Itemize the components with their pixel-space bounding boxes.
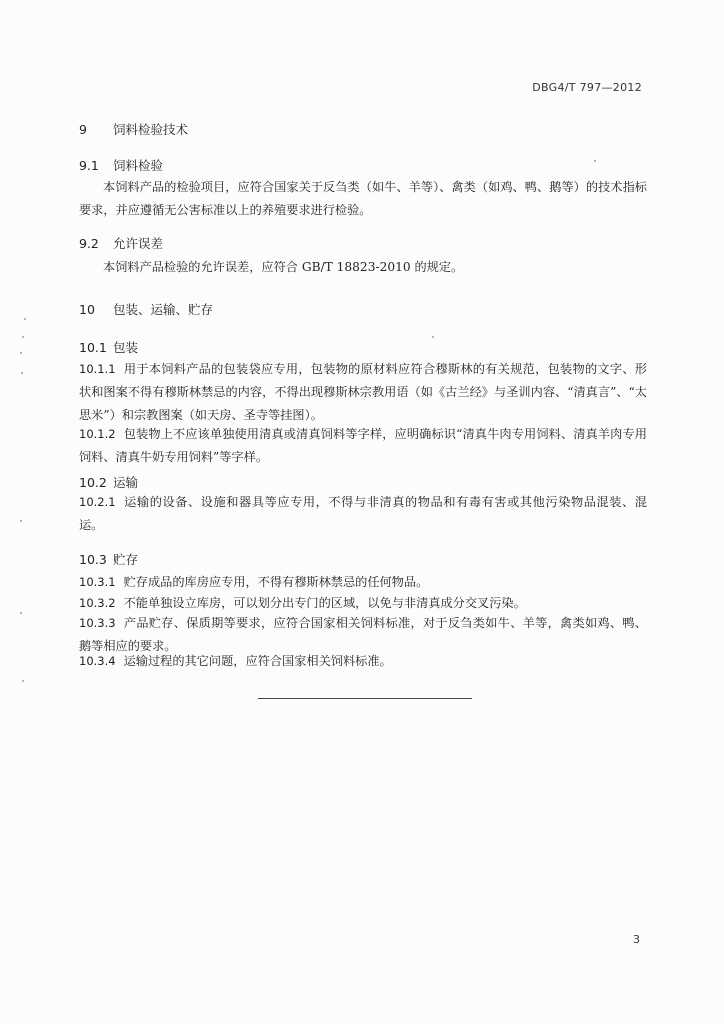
clause-number: 10.1.1 bbox=[79, 362, 116, 376]
section-number: 9 bbox=[79, 122, 87, 137]
scan-speck bbox=[432, 336, 434, 338]
section-9-1-heading bbox=[79, 156, 163, 174]
clause-text: 产品贮存、保质期等要求，应符合国家相关饲料标准，对于反刍类如牛、羊等，禽类如鸡、鸭、鹅等相应的要求。 bbox=[79, 616, 647, 653]
section-number: 10.2 bbox=[79, 475, 107, 490]
clause-text: 用于本饲料产品的包装袋应专用，包装物的原材料应符合穆斯林的有关规范，包装物的文字、形状和图案不得有穆斯林禁忌的内容，不得出现穆斯林宗教用语（如《古兰经》与圣训内容、“清真言”、“太思米”）和宗教图案（如天房、圣寺等挂图）。 bbox=[79, 362, 647, 422]
scan-speck bbox=[20, 520, 22, 522]
clause-number: 10.3.2 bbox=[79, 596, 116, 610]
section-10-heading bbox=[79, 300, 213, 318]
section-title: 饲料检验 bbox=[113, 158, 164, 173]
scan-speck bbox=[594, 160, 596, 162]
clause-text: 包装物上不应该单独使用清真或清真饲料等字样，应明确标识“清真牛肉专用饲料、清真羊肉专用饲料、清真牛奶专用饲料”等字样。 bbox=[79, 427, 647, 464]
scan-speck bbox=[22, 336, 24, 338]
section-number: 9.1 bbox=[79, 158, 99, 173]
section-10-3-heading bbox=[79, 550, 138, 568]
clause-number: 10.3.1 bbox=[79, 575, 116, 589]
section-title: 允许误差 bbox=[113, 236, 164, 251]
end-of-standard-line bbox=[258, 698, 472, 699]
section-9-heading bbox=[79, 120, 188, 138]
scan-speck bbox=[20, 612, 22, 614]
standard-code: DBG4/T 797—2012 bbox=[532, 81, 642, 94]
clause-text: 不能单独设立库房，可以划分出专门的区域，以免与非清真成分交叉污染。 bbox=[123, 596, 526, 610]
clause-number: 10.2.1 bbox=[79, 495, 116, 509]
clause-10-1-1 bbox=[79, 358, 647, 427]
section-10-1-heading bbox=[79, 338, 138, 356]
section-10-2-heading bbox=[79, 473, 138, 491]
section-title: 包装、运输、贮存 bbox=[113, 302, 214, 317]
clause-text: 运输的设备、设施和器具等应专用，不得与非清真的物品和有毒有害或其他污染物品混装、混运。 bbox=[79, 495, 647, 532]
clause-10-3-4 bbox=[79, 650, 647, 673]
clause-number: 10.3.3 bbox=[79, 616, 116, 630]
section-number: 10.1 bbox=[79, 340, 107, 355]
scan-speck bbox=[24, 318, 26, 320]
clause-10-1-2 bbox=[79, 423, 647, 469]
clause-10-2-1 bbox=[79, 491, 647, 537]
section-number: 10.3 bbox=[79, 552, 107, 567]
clause-number: 10.1.2 bbox=[79, 427, 116, 441]
section-9-2-paragraph: 本饲料产品检验的允许误差，应符合 GB/T 18823-2010 的规定。 bbox=[103, 260, 464, 274]
section-title: 运输 bbox=[113, 475, 139, 490]
section-number: 9.2 bbox=[79, 236, 99, 251]
clause-text: 贮存成品的库房应专用，不得有穆斯林禁忌的任何物品。 bbox=[123, 575, 429, 589]
page-number: 3 bbox=[633, 933, 640, 946]
section-title: 包装 bbox=[113, 340, 139, 355]
section-title: 饲料检验技术 bbox=[113, 122, 189, 137]
scan-speck bbox=[21, 372, 23, 374]
section-number: 10 bbox=[79, 302, 95, 317]
clause-number: 10.3.4 bbox=[79, 654, 116, 668]
clause-10-3-1 bbox=[79, 571, 647, 594]
section-9-1-paragraph: 本饲料产品的检验项目，应符合国家关于反刍类（如牛、羊等）、禽类（如鸡、鸭、鹅等）的技术指标要求，并应遵循无公害标准以上的养殖要求进行检验。 bbox=[79, 180, 647, 217]
scan-speck bbox=[20, 352, 22, 354]
section-title: 贮存 bbox=[113, 552, 139, 567]
section-9-2-heading bbox=[79, 234, 163, 252]
clause-text: 运输过程的其它问题，应符合国家相关饲料标准。 bbox=[123, 654, 392, 668]
scan-speck bbox=[22, 680, 24, 682]
